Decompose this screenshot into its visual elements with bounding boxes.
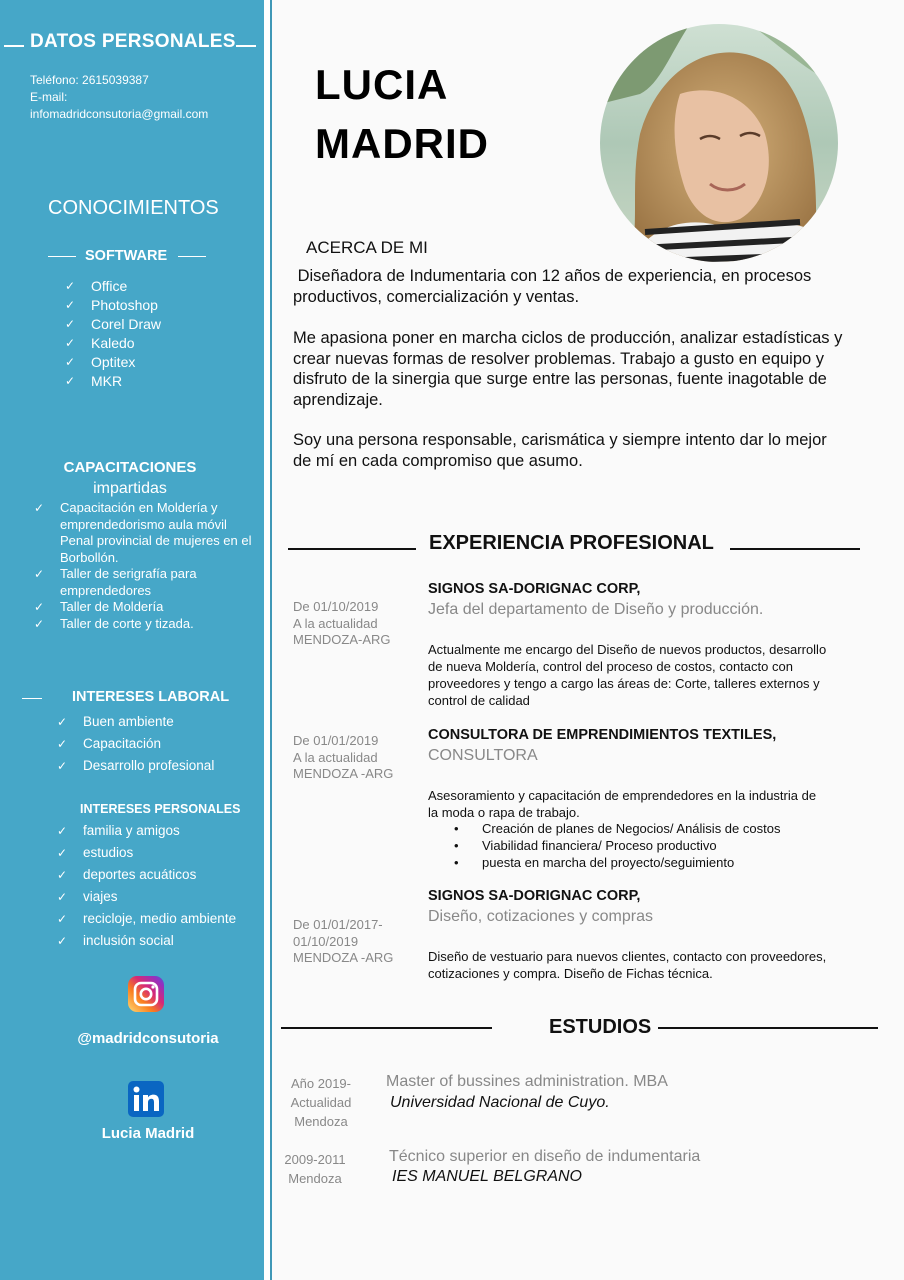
list-item: ✓ viajes	[57, 886, 236, 908]
linkedin-name[interactable]: Lucia Madrid	[101, 1125, 195, 1142]
job-role: Diseño, cotizaciones y compras	[428, 908, 653, 925]
email[interactable]: infomadridconsutoria@gmail.com	[30, 107, 209, 121]
job-date: De 01/01/2019 A la actualidad MENDOZA -ARG	[293, 733, 394, 781]
divider-line	[178, 256, 206, 257]
section-rule	[730, 548, 860, 550]
divider-line	[4, 45, 24, 47]
training-subheading: impartidas	[93, 480, 167, 497]
divider-line	[236, 45, 256, 47]
section-rule	[281, 1027, 492, 1029]
list-item: ✓ Capacitación en Moldería y emprendedorismo aula móvil Penal provincial de mujeres en el Borbollón.	[34, 500, 256, 566]
about-heading: ACERCA DE MI	[306, 238, 428, 257]
list-item: ✓ Optitex	[65, 353, 161, 372]
education-institution: IES MANUEL BELGRANO	[392, 1168, 582, 1185]
section-rule	[658, 1027, 878, 1029]
list-item: ✓ MKR	[65, 372, 161, 391]
section-rule	[288, 548, 416, 550]
work-interests-heading: INTERESES LABORAL	[72, 689, 230, 705]
list-item: ✓ Taller de Moldería	[34, 599, 256, 616]
list-item: ✓ familia y amigos	[57, 820, 236, 842]
list-item: • puesta en marcha del proyecto/seguimiento	[428, 854, 848, 871]
instagram-icon[interactable]	[128, 976, 164, 1012]
linkedin-icon[interactable]	[128, 1081, 164, 1117]
last-name: MADRID	[315, 120, 489, 167]
education-degree: Master of bussines administration. MBA	[386, 1073, 668, 1090]
experience-heading: EXPERIENCIA PROFESIONAL	[429, 532, 714, 554]
personal-interests-heading: INTERESES PERSONALES	[80, 802, 241, 816]
list-item: ✓ Taller de corte y tizada.	[34, 616, 256, 633]
list-item: • Creación de planes de Negocios/ Análisis de costos	[428, 820, 848, 837]
list-item: ✓ Kaledo	[65, 334, 161, 353]
job-company: SIGNOS SA-DORIGNAC CORP,	[428, 581, 641, 597]
about-paragraph: Me apasiona poner en marcha ciclos de producción, analizar estadísticas y crear nuevas formas de resolver problemas. Trabajo a gusto en equipo y disfruto de la sinergia que surge entre las personas, fuente inagotable de aprendizaje.	[293, 329, 843, 409]
education-institution: Universidad Nacional de Cuyo.	[390, 1094, 610, 1111]
job-role: CONSULTORA	[428, 747, 538, 764]
list-item: ✓ deportes acuáticos	[57, 864, 236, 886]
about-paragraph: Soy una persona responsable, carismática y siempre intento dar lo mejor de mí en cada compromiso que asumo.	[293, 431, 827, 470]
software-list	[65, 277, 161, 391]
list-item: ✓ estudios	[57, 842, 236, 864]
knowledge-heading: CONOCIMIENTOS	[48, 197, 219, 219]
job-role: Jefa del departamento de Diseño y producción.	[428, 601, 764, 618]
list-item: ✓ Desarrollo profesional	[57, 755, 214, 777]
divider-line	[48, 256, 76, 257]
list-item: ✓ Buen ambiente	[57, 711, 214, 733]
personal-data-heading: DATOS PERSONALES	[30, 31, 236, 52]
job-company: CONSULTORA DE EMPRENDIMIENTOS TEXTILES,	[428, 727, 777, 743]
job-description: Diseño de vestuario para nuevos clientes, contacto con proveedores, cotizaciones y compra. Diseño de Fichas técnica.	[428, 949, 827, 981]
phone: Teléfono: 2615039387	[30, 73, 149, 87]
about-paragraph: Diseñadora de Indumentaria con 12 años de experiencia, en procesos productivos, comercialización y ventas.	[293, 267, 816, 306]
list-item: ✓ Corel Draw	[65, 315, 161, 334]
education-date: Año 2019- Actualidad Mendoza	[290, 1076, 352, 1129]
divider-line	[22, 698, 42, 699]
training-list	[34, 500, 256, 632]
job-date: De 01/10/2019 A la actualidad MENDOZA-ARG	[293, 599, 391, 647]
work-interests-list	[57, 711, 214, 777]
job-date: De 01/01/2017- 01/10/2019 MENDOZA -ARG	[293, 917, 394, 965]
education-heading: ESTUDIOS	[549, 1016, 652, 1038]
instagram-handle[interactable]: @madridconsutoria	[77, 1030, 219, 1047]
education-degree: Técnico superior en diseño de indumentaria	[389, 1148, 701, 1165]
list-item: ✓ Photoshop	[65, 296, 161, 315]
job-company: SIGNOS SA-DORIGNAC CORP,	[428, 888, 641, 904]
software-heading: SOFTWARE	[85, 248, 168, 264]
email-label: E-mail:	[30, 90, 68, 104]
first-name: LUCIA	[315, 61, 449, 108]
training-heading: CAPACITACIONES	[63, 459, 197, 476]
list-item: ✓ recicloje, medio ambiente	[57, 908, 236, 930]
list-item: ✓ Capacitación	[57, 733, 214, 755]
personal-interests-list	[57, 820, 236, 952]
profile-photo	[600, 24, 838, 262]
education-date: 2009-2011 Mendoza	[284, 1152, 346, 1186]
job-description: Asesoramiento y capacitación de emprendedores en la industria de la moda o rapa de trabajo.	[428, 788, 817, 820]
job-description: Actualmente me encargo del Diseño de nuevos productos, desarrollo de nueva Moldería, control del proceso de costos, contacto con proveedores y tengo a cargo las áreas de: Corte, talleres externos y control de calidad	[428, 642, 827, 708]
list-item: ✓ inclusión social	[57, 930, 236, 952]
job-bullet-list	[428, 820, 848, 871]
list-item: ✓ Taller de serigrafía para emprendedores	[34, 566, 256, 599]
list-item: • Viabilidad financiera/ Proceso productivo	[428, 837, 848, 854]
list-item: ✓ Office	[65, 277, 161, 296]
